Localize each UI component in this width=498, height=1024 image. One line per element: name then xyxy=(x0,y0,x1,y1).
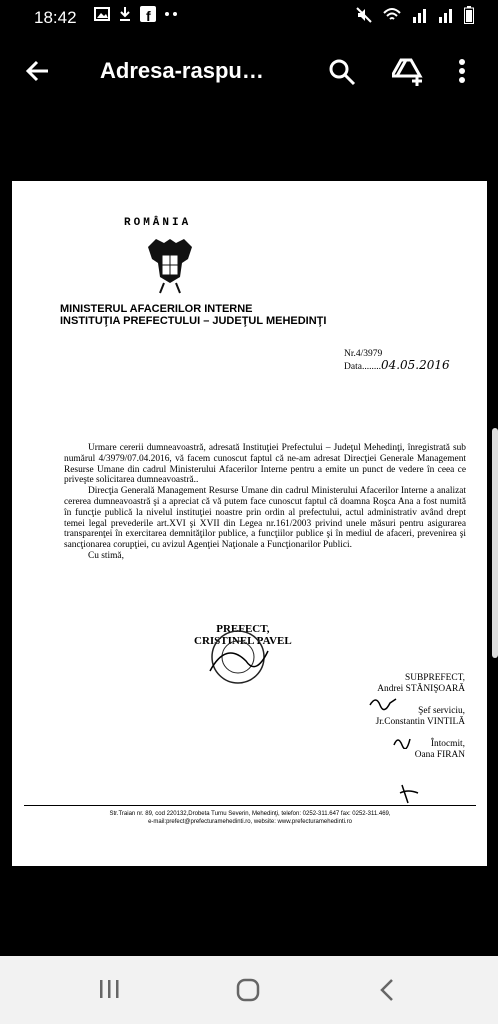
overflow-menu-icon[interactable] xyxy=(458,58,466,84)
handwritten-signature-icon xyxy=(398,783,420,805)
date-value: 04.05.2016 xyxy=(380,358,450,372)
home-icon[interactable] xyxy=(236,978,260,1002)
signal-icon xyxy=(412,7,428,23)
author-title: Întocmit, xyxy=(430,739,465,749)
back-arrow-icon[interactable] xyxy=(24,58,50,84)
date-label: Data xyxy=(344,362,362,372)
paragraph-1: Urmare cererii dumneavoastră, adresată Instituţiei Prefectului – Judeţul Mehedinţi, înregistrată sub numărul 4/3979/07.04.2016, vă facem cunoscut faptul că ne-am adresat Direcţiei Generale Management Resurse Umane din cadrul Ministerului Afacerilor Interne pentru a emite un punct de vedere în ceea ce priveşte solicitarea dumneavoastră.. xyxy=(64,443,466,486)
chief-name: Jr.Constantin VINTILĂ xyxy=(375,716,465,727)
author-name: Oana FIRAN xyxy=(414,749,465,760)
image-icon xyxy=(94,7,110,21)
ministry-line1: MINISTERUL AFACERILOR INTERNE xyxy=(60,303,253,315)
prefect-title: PREFECT, xyxy=(216,623,270,635)
app-bar xyxy=(0,40,498,104)
reference-block: Nr.4/3979 Data........04.05.2016 xyxy=(344,349,450,372)
ministry-header xyxy=(60,303,326,327)
recent-apps-icon[interactable] xyxy=(98,978,120,1000)
search-icon[interactable] xyxy=(328,58,356,86)
subprefect-name: Andrei STĂNIŞOARĂ xyxy=(377,683,465,694)
wifi-icon xyxy=(382,7,402,23)
mute-icon xyxy=(356,7,372,23)
signatures-block xyxy=(376,673,465,760)
signal-icon xyxy=(438,7,454,23)
coat-of-arms-icon xyxy=(142,233,198,299)
chief-title: Şef serviciu, xyxy=(418,706,465,716)
country-heading: ROMÂNIA xyxy=(124,217,192,229)
clock: 18:42 xyxy=(34,8,77,27)
closing: Cu stimă, xyxy=(88,550,124,561)
more-dots-icon xyxy=(164,11,178,17)
official-stamp-icon xyxy=(206,621,276,691)
download-icon xyxy=(118,6,132,22)
footer-address: Str.Traian nr. 89, cod 220132,Drobeta Turnu Severin, Mehedinţi, telefon: 0252-311.647 fax: 0252-311.469, xyxy=(109,811,391,817)
system-nav-bar xyxy=(0,956,498,1024)
footer-contact: e-mail:prefect@prefecturamehedinti.ro, website: www.prefecturamehedinti.ro xyxy=(148,819,352,825)
reference-number: Nr.4/3979 xyxy=(344,349,383,359)
document-footer xyxy=(24,805,476,826)
document-page xyxy=(12,181,487,866)
svg-text:f: f xyxy=(146,8,151,22)
status-bar xyxy=(0,0,498,36)
document-title: Adresa-raspu… xyxy=(100,58,264,83)
facebook-icon xyxy=(140,6,156,22)
subprefect-title: SUBPREFECT, xyxy=(405,673,465,683)
paragraph-2: Direcţia Generală Management Resurse Umane din cadrul Ministerului Afacerilor Interne a analizat cererea dumneavoastră şi a apreciat că vă putem face cunoscut faptul că doamna Roşca Ana a fost numită în funcţie publică la nivelul instituţiei noastre prin ordin al prefectului, actul administrativ având drept temei legal prevederile art.XVI şi XVII din Legea nr.161/2003 privind unele măsuri pentru asigurarea transparenţei în exercitarea demnităţilor publice, a funcţiilor publice şi în mediul de afaceri, prevenirea şi sancţionarea corupţiei, cu avizul Agenţiei Naţionale a Funcţionarilor Publici. xyxy=(64,486,466,551)
handwritten-signature-icon xyxy=(368,695,398,711)
drive-add-icon[interactable] xyxy=(392,58,424,86)
handwritten-signature-icon xyxy=(392,733,412,749)
prefect-name: CRISTINEL PAVEL xyxy=(194,635,292,647)
battery-icon xyxy=(464,6,474,24)
scrollbar-thumb[interactable] xyxy=(492,428,498,658)
back-icon[interactable] xyxy=(378,978,396,1002)
letter-body xyxy=(64,443,466,562)
ministry-line2: INSTITUŢIA PREFECTULUI – JUDEŢUL MEHEDINŢI xyxy=(60,315,327,327)
